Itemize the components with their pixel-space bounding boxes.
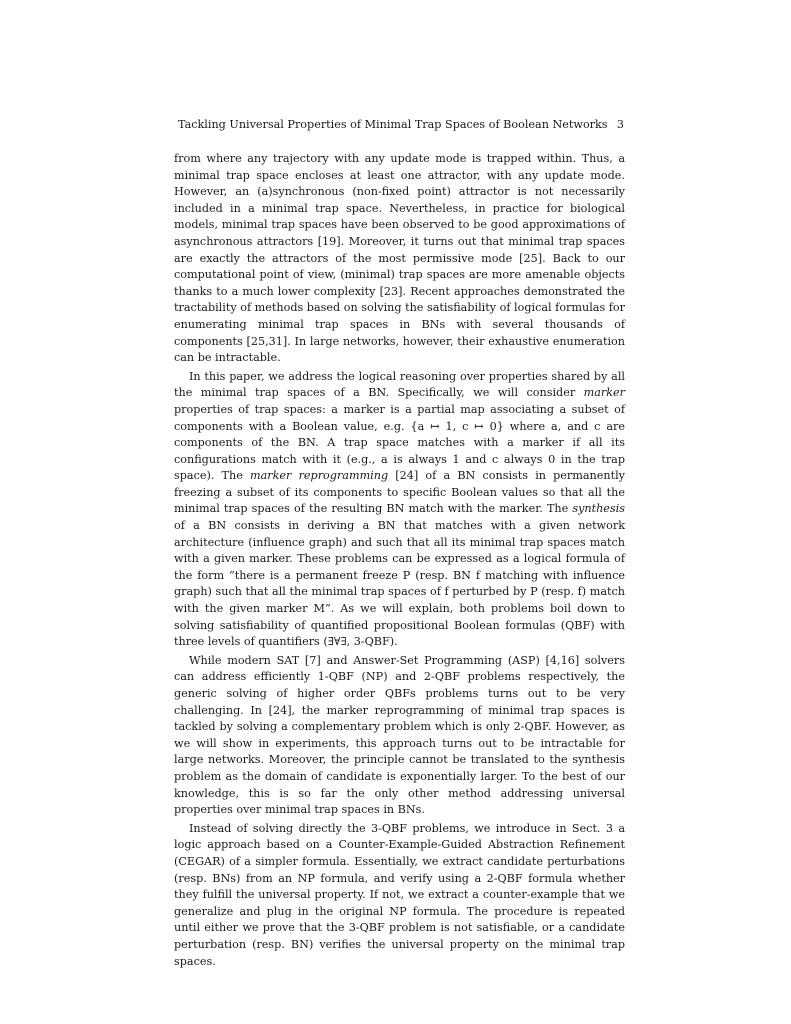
page-number: 3	[616, 118, 624, 131]
paragraph-3: While modern SAT [7] and Answer-Set Programming (ASP) [4,16] solvers can address efficiently 1-QBF (NP) and 2-QBF problems respectively, the generic solving of higher order QBFs problems turns out to be very challenging. In [24], the marker reprogramming of minimal trap spaces is tackled by solving a complementary problem which is only 2-QBF. However, as we will show in experiments, this approach turns out to be intractable for large networks. Moreover, the principle cannot be translated to the synthesis problem as the domain of candidate is exponentially larger. To the best of our knowledge, this is so far the only other method addressing universal properties over minimal trap spaces in BNs.	[174, 653, 625, 817]
paragraph-2	[174, 369, 625, 651]
paragraph-1: from where any trajectory with any update mode is trapped within. Thus, a minimal trap space encloses at least one attractor, with any update mode. However, an (a)synchronous (non-fixed point) attractor is not necessarily included in a minimal trap space. Nevertheless, in practice for biological models, minimal trap spaces have been observed to be good approximations of asynchronous attractors [19]. Moreover, it turns out that minimal trap spaces are exactly the attractors of the most permissive mode [25]. Back to our computational point of view, (minimal) trap spaces are more amenable objects thanks to a much lower complexity [23]. Recent approaches demonstrated the tractability of methods based on solving the satisfiability of logical formulas for enumerating minimal trap spaces in BNs with several thousands of components [25,31]. In large networks, however, their exhaustive enumeration can be intractable.	[174, 152, 625, 365]
paragraph-2-part-4: of a BN consists in deriving a BN that matches with a given network architecture (influence graph) and such that all its minimal trap spaces match with a given marker. These problems can be expressed as a logical formula of the form “there is a permanent freeze P (resp. BN f matching with influence graph) such that all the minimal trap spaces of f perturbed by P (resp. f) match with the given marker M”. As we will explain, both problems boil down to solving satisfiability of quantified propositional Boolean formulas (QBF) with three levels of quantifiers (∃∀∃, 3-QBF).	[174, 519, 625, 649]
paragraph-2-part-2: properties of trap spaces: a marker is a partial map associating a subset of components with a Boolean value, e.g. {a ↦ 1, c ↦ 0} where a, and c are components of the BN. A trap space matches with a marker if all its configurations match with it (e.g., a is always 1 and c always 0 in the trap space). The	[174, 402, 625, 483]
body-text	[174, 151, 625, 970]
paragraph-4: Instead of solving directly the 3-QBF problems, we introduce in Sect. 3 a logic approach based on a Counter-Example-Guided Abstraction Refinement (CEGAR) of a simpler formula. Essentially, we extract candidate perturbations (resp. BNs) from an NP formula, and verify using a 2-QBF formula whether they fulfill the universal property. If not, we extract a counter-example that we generalize and plug in the original NP formula. The procedure is repeated until either we prove that the 3-QBF problem is not satisfiable, or a candidate perturbation (resp. BN) verifies the universal property on the minimal trap spaces.	[174, 821, 625, 968]
paragraph-2-part-3: [24] of a BN consists in permanently freezing a subset of its components to specific Boolean values so that all the minimal trap spaces of the resulting BN match with the marker. The	[174, 469, 625, 516]
term-marker-reprogramming: marker reprogramming	[250, 469, 389, 483]
running-title: Tackling Universal Properties of Minimal Trap Spaces of Boolean Networks	[178, 118, 608, 131]
paragraph-2-part-1: In this paper, we address the logical reasoning over properties shared by all the minimal trap spaces of a BN. Specifically, we will consider	[174, 369, 625, 400]
term-synthesis: synthesis	[572, 502, 625, 516]
term-marker: marker	[583, 386, 625, 400]
